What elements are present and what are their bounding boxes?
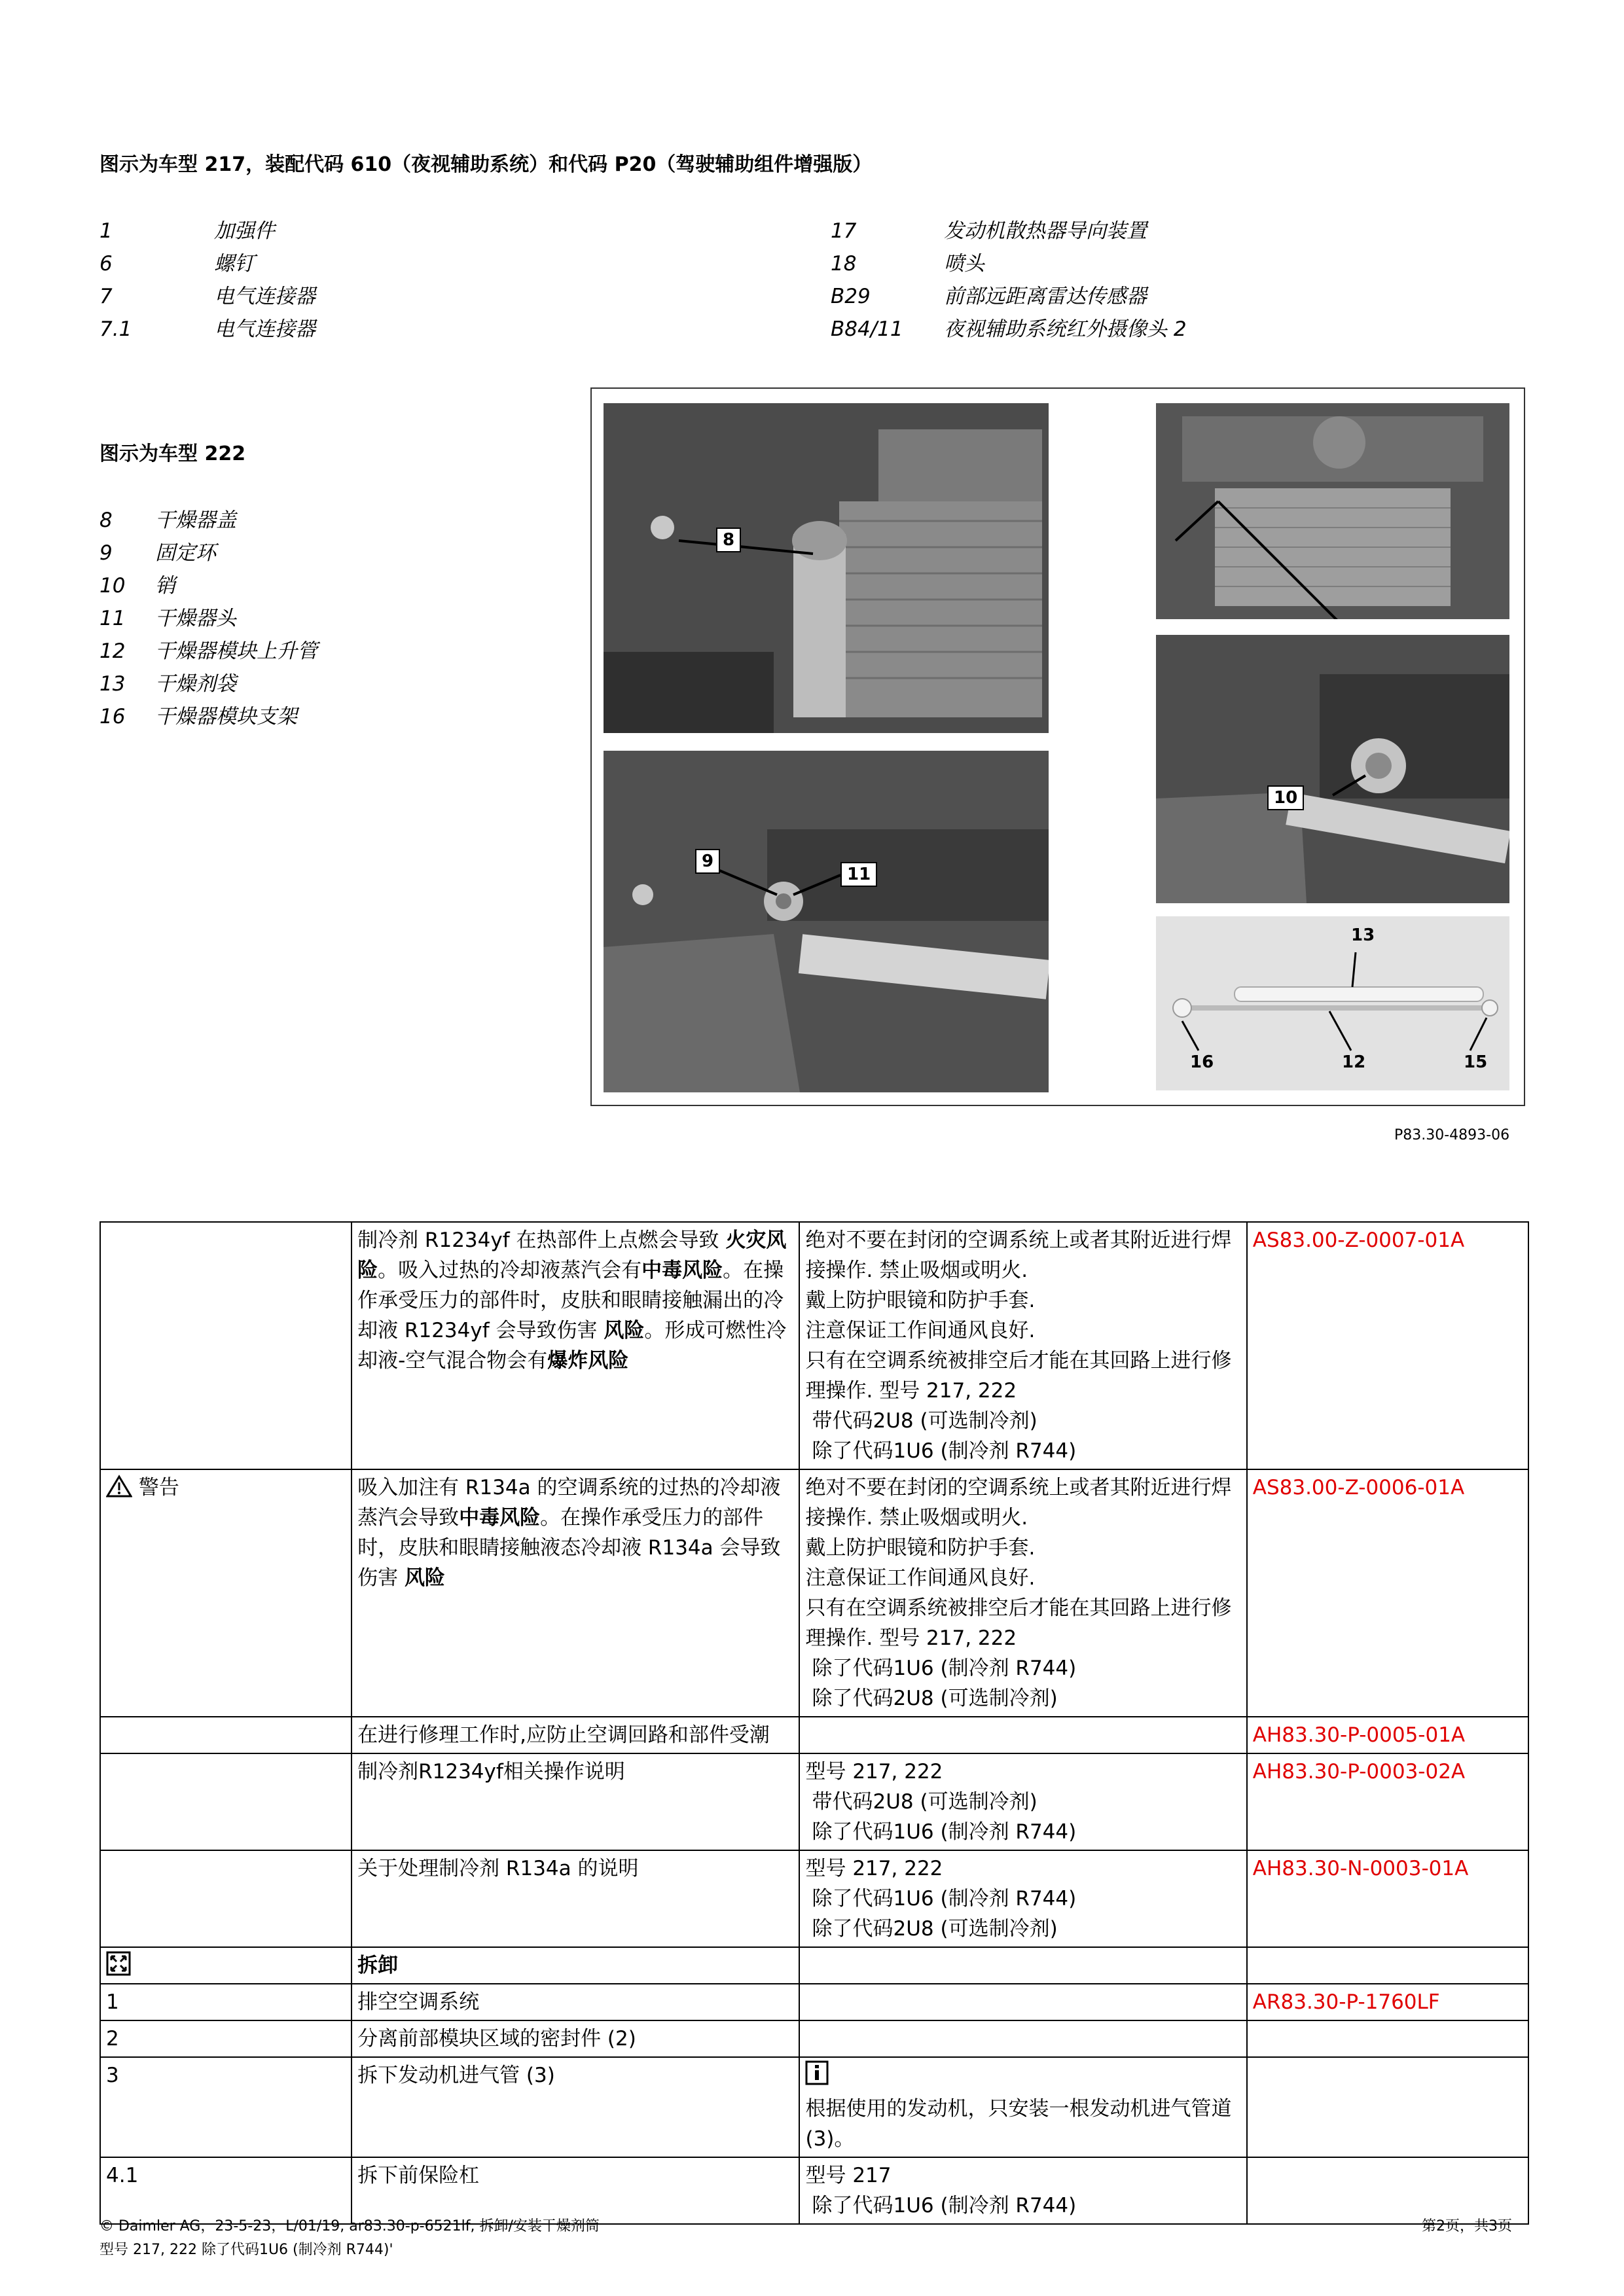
table-row	[100, 1947, 1528, 1984]
note-applicability: 型号 217, 222 带代码2U8 (可选制冷剂) 除了代码1U6 (制冷剂 R744)	[799, 1753, 1246, 1850]
table-row	[100, 1717, 1528, 1753]
legend-item-text: 干燥器模块支架	[155, 705, 297, 728]
table-row	[100, 1984, 1528, 2020]
warning-text: 制冷剂 R1234yf 在热部件上点燃会导致 火灾风险。吸入过热的冷却液蒸汽会有中毒风险。在操作承受压力的部件时，皮肤和眼睛接触漏出的冷却液 R1234yf 会导致伤害 风险。形成可燃性冷却液-空气混合物会有爆炸风险	[352, 1222, 799, 1469]
legend-item: 11	[99, 607, 126, 630]
legend-item-text: 加强件	[214, 219, 275, 243]
legend-item-text: 干燥器头	[155, 607, 236, 630]
note-text: 制冷剂R1234yf相关操作说明	[352, 1753, 799, 1850]
legend-item-text: 固定环	[155, 541, 216, 565]
legend-item-text: 销	[155, 574, 175, 598]
callout-16: 16	[1190, 1052, 1214, 1072]
warning-measures: 绝对不要在封闭的空调系统上或者其附近进行焊接操作. 禁止吸烟或明火. 戴上防护眼镜和防护手套. 注意保证工作间通风良好. 只有在空调系统被排空后才能在其回路上进行修理操作. 型号 217, 222 带代码2U8 (可选制冷剂) 除了代码1U6 (制冷剂 R744)	[799, 1222, 1246, 1469]
legend-item: 16	[99, 705, 126, 728]
step-number: 3	[100, 2057, 352, 2157]
step-note: 根据使用的发动机，只安装一根发动机进气管道 (3)。	[799, 2057, 1246, 2157]
legend-item-text: 螺钉	[214, 252, 255, 276]
figure-reference: P83.30-4893-06	[1394, 1127, 1510, 1143]
photo-fixing-ring	[604, 751, 1049, 1092]
section-heading-222: 图示为车型 222	[99, 442, 246, 465]
callout-11: 11	[840, 862, 877, 887]
photo-dryer-cover	[604, 403, 1049, 733]
step-text: 分离前部模块区域的密封件 (2)	[352, 2020, 799, 2057]
legend-item-text: 喷头	[944, 252, 984, 276]
legend-item: 1	[99, 219, 113, 243]
callout-8: 8	[716, 528, 741, 552]
note-text: 关于处理制冷剂 R134a 的说明	[352, 1850, 799, 1947]
warning-measures: 绝对不要在封闭的空调系统上或者其附近进行焊接操作. 禁止吸烟或明火. 戴上防护眼镜和防护手套. 注意保证工作间通风良好. 只有在空调系统被排空后才能在其回路上进行修理操作. 型号 217, 222 除了代码1U6 (制冷剂 R744) 除了代码2U8 (可选制冷剂)	[799, 1469, 1246, 1717]
table-row	[100, 2157, 1528, 2224]
table-row	[100, 2057, 1528, 2157]
doc-link[interactable]: AS83.00-Z-0006-01A	[1247, 1469, 1528, 1717]
procedure-table	[99, 1221, 1529, 2225]
legend-item: 12	[99, 639, 126, 663]
note-text: 在进行修理工作时,应防止空调回路和部件受潮	[352, 1717, 799, 1753]
callout-15: 15	[1464, 1052, 1488, 1072]
warning-triangle-icon	[106, 1475, 132, 1498]
legend-item: 9	[99, 541, 113, 565]
callout-9: 9	[695, 849, 720, 874]
section-heading-217: 图示为车型 217，装配代码 610（夜视辅助系统）和代码 P20（驾驶辅助组件增强版）	[99, 153, 873, 176]
doc-link[interactable]: AH83.30-N-0003-01A	[1247, 1850, 1528, 1947]
legend-item: B29	[831, 285, 871, 308]
callout-13: 13	[1351, 925, 1375, 945]
footer-page-number: 第2页，共3页	[1422, 2218, 1512, 2234]
legend-item: 7.1	[99, 317, 132, 341]
legend-item: 10	[99, 574, 126, 598]
removal-icon-cell	[100, 1947, 352, 1984]
doc-link[interactable]: AS83.00-Z-0007-01A	[1247, 1222, 1528, 1469]
table-row	[100, 1850, 1528, 1947]
warning-label: 警告	[100, 1469, 352, 1717]
legend-item-text: 干燥器盖	[155, 509, 236, 532]
legend-217	[99, 215, 1409, 352]
doc-link[interactable]: AR83.30-P-1760LF	[1247, 1984, 1528, 2020]
step-number: 2	[100, 2020, 352, 2057]
legend-item-text: 前部远距离雷达传感器	[944, 285, 1147, 308]
legend-item-text: 夜视辅助系统红外摄像头 2	[944, 317, 1187, 341]
legend-item: 13	[99, 672, 126, 696]
footer-applicability: 型号 217, 222 除了代码1U6 (制冷剂 R744)'	[99, 2242, 393, 2258]
legend-item: 18	[831, 252, 857, 276]
doc-link[interactable]: AH83.30-P-0003-02A	[1247, 1753, 1528, 1850]
legend-item-text: 电气连接器	[214, 317, 316, 341]
step-number: 1	[100, 1984, 352, 2020]
table-row	[100, 1469, 1528, 1717]
step-number: 4.1	[100, 2157, 352, 2224]
note-applicability: 型号 217, 222 除了代码1U6 (制冷剂 R744) 除了代码2U8 (可选制冷剂)	[799, 1850, 1246, 1947]
removal-icon	[106, 1951, 131, 1976]
legend-item-text: 发动机散热器导向装置	[944, 219, 1147, 243]
callout-10: 10	[1267, 785, 1304, 810]
step-text: 拆下发动机进气管 (3)	[352, 2057, 799, 2157]
section-title: 拆卸	[352, 1947, 799, 1984]
legend-item: 7	[99, 285, 113, 308]
legend-item: 17	[831, 219, 857, 243]
table-row	[100, 1753, 1528, 1850]
footer-copyright: © Daimler AG，23-5-23，L/01/19, ar83.30-p-6521lf, 拆卸/安装干燥剂筒	[99, 2218, 600, 2234]
legend-item: 6	[99, 252, 113, 276]
legend-item: 8	[99, 509, 113, 532]
figure-photos	[590, 387, 1525, 1106]
doc-link[interactable]: AH83.30-P-0005-01A	[1247, 1717, 1528, 1753]
photo-desiccant-bag	[1156, 916, 1509, 1090]
table-row	[100, 1222, 1528, 1469]
callout-12: 12	[1342, 1052, 1366, 1072]
legend-222	[99, 504, 492, 740]
step-text: 拆下前保险杠	[352, 2157, 799, 2224]
photo-front-module	[1156, 403, 1509, 619]
step-applicability: 型号 217 除了代码1U6 (制冷剂 R744)	[799, 2157, 1246, 2224]
legend-item-text: 干燥剂袋	[155, 672, 236, 696]
info-icon	[805, 2060, 829, 2085]
photo-pin	[1156, 635, 1509, 903]
legend-item: B84/11	[831, 317, 903, 341]
table-row	[100, 2020, 1528, 2057]
legend-item-text: 电气连接器	[214, 285, 316, 308]
step-text: 排空空调系统	[352, 1984, 799, 2020]
legend-item-text: 干燥器模块上升管	[155, 639, 317, 663]
warning-text: 吸入加注有 R134a 的空调系统的过热的冷却液蒸汽会导致中毒风险。在操作承受压力的部件时，皮肤和眼睛接触液态冷却液 R134a 会导致伤害 风险	[352, 1469, 799, 1717]
